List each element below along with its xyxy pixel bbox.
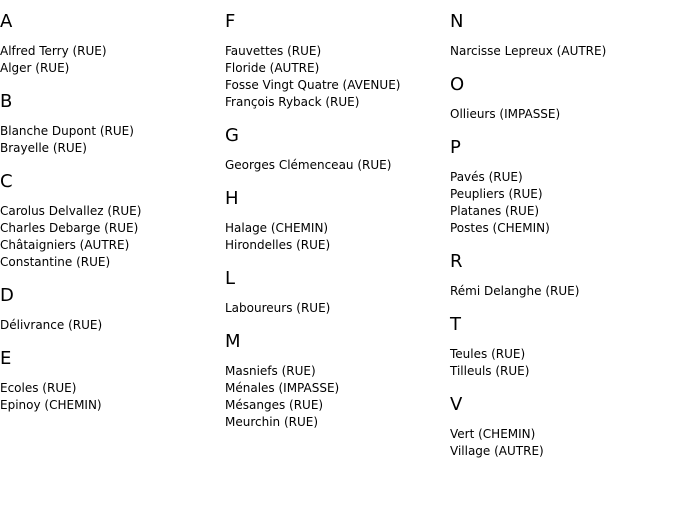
street-list xyxy=(0,43,222,77)
street-link[interactable]: Carolus Delvallez (RUE) xyxy=(0,204,142,218)
street-link[interactable]: Rémi Delanghe (RUE) xyxy=(450,284,580,298)
street-list xyxy=(225,300,447,317)
street-link[interactable]: Brayelle (RUE) xyxy=(0,141,87,155)
letter-heading: N xyxy=(450,11,464,32)
street-list xyxy=(0,203,222,271)
letter-heading: M xyxy=(225,331,241,352)
street-link[interactable]: Châtaigniers (AUTRE) xyxy=(0,238,130,252)
street-link[interactable]: Floride (AUTRE) xyxy=(225,61,320,75)
street-link[interactable]: Masniefs (RUE) xyxy=(225,364,316,378)
letter-group-h xyxy=(225,188,447,254)
street-index-column-1 xyxy=(0,11,222,428)
letter-heading: B xyxy=(0,91,13,112)
street-index-column-3 xyxy=(450,11,672,474)
street-list xyxy=(450,426,672,460)
letter-heading: G xyxy=(225,125,239,146)
street-list xyxy=(450,346,672,380)
street-link[interactable]: Délivrance (RUE) xyxy=(0,318,103,332)
street-link[interactable]: Vert (CHEMIN) xyxy=(450,427,536,441)
street-link[interactable]: Ecoles (RUE) xyxy=(0,381,77,395)
street-link[interactable]: Peupliers (RUE) xyxy=(450,187,543,201)
letter-group-c xyxy=(0,171,222,271)
street-link[interactable]: Hirondelles (RUE) xyxy=(225,238,331,252)
street-link[interactable]: Ollieurs (IMPASSE) xyxy=(450,107,561,121)
street-link[interactable]: Halage (CHEMIN) xyxy=(225,221,329,235)
letter-group-n xyxy=(450,11,672,60)
letter-group-f xyxy=(225,11,447,111)
letter-group-b xyxy=(0,91,222,157)
street-link[interactable]: Fauvettes (RUE) xyxy=(225,44,322,58)
letter-heading: V xyxy=(450,394,463,415)
street-link[interactable]: Fosse Vingt Quatre (AVENUE) xyxy=(225,78,401,92)
street-index-column-2 xyxy=(225,11,447,445)
letter-group-a xyxy=(0,11,222,77)
street-link[interactable]: Alger (RUE) xyxy=(0,61,70,75)
letter-heading: R xyxy=(450,251,463,272)
letter-heading: T xyxy=(450,314,461,335)
street-link[interactable]: Laboureurs (RUE) xyxy=(225,301,331,315)
street-list xyxy=(450,283,672,300)
street-link[interactable]: Platanes (RUE) xyxy=(450,204,540,218)
letter-group-v xyxy=(450,394,672,460)
street-link[interactable]: Georges Clémenceau (RUE) xyxy=(225,158,392,172)
street-list xyxy=(225,220,447,254)
street-list xyxy=(450,106,672,123)
letter-heading: F xyxy=(225,11,236,32)
letter-heading: O xyxy=(450,74,465,95)
street-link[interactable]: Postes (CHEMIN) xyxy=(450,221,550,235)
street-link[interactable]: Pavés (RUE) xyxy=(450,170,523,184)
street-list xyxy=(225,157,447,174)
street-list xyxy=(0,317,222,334)
street-link[interactable]: Constantine (RUE) xyxy=(0,255,111,269)
street-list xyxy=(225,43,447,111)
letter-group-d xyxy=(0,285,222,334)
street-link[interactable]: Village (AUTRE) xyxy=(450,444,544,458)
street-link[interactable]: Alfred Terry (RUE) xyxy=(0,44,107,58)
letter-heading: L xyxy=(225,268,236,289)
street-link[interactable]: Blanche Dupont (RUE) xyxy=(0,124,134,138)
street-list xyxy=(0,123,222,157)
letter-group-p xyxy=(450,137,672,237)
street-link[interactable]: Ménales (IMPASSE) xyxy=(225,381,340,395)
street-link[interactable]: Narcisse Lepreux (AUTRE) xyxy=(450,44,607,58)
street-link[interactable]: Meurchin (RUE) xyxy=(225,415,319,429)
letter-heading: E xyxy=(0,348,12,369)
street-link[interactable]: Tilleuls (RUE) xyxy=(450,364,530,378)
street-list xyxy=(0,380,222,414)
street-link[interactable]: François Ryback (RUE) xyxy=(225,95,360,109)
letter-group-t xyxy=(450,314,672,380)
letter-heading: D xyxy=(0,285,14,306)
letter-heading: C xyxy=(0,171,13,192)
street-list xyxy=(450,43,672,60)
street-list xyxy=(225,363,447,431)
letter-group-r xyxy=(450,251,672,300)
letter-group-g xyxy=(225,125,447,174)
letter-group-l xyxy=(225,268,447,317)
street-link[interactable]: Charles Debarge (RUE) xyxy=(0,221,139,235)
street-link[interactable]: Mésanges (RUE) xyxy=(225,398,324,412)
street-link[interactable]: Teules (RUE) xyxy=(450,347,526,361)
street-link[interactable]: Epinoy (CHEMIN) xyxy=(0,398,102,412)
letter-heading: A xyxy=(0,11,13,32)
letter-heading: H xyxy=(225,188,239,209)
letter-group-m xyxy=(225,331,447,431)
letter-group-o xyxy=(450,74,672,123)
letter-group-e xyxy=(0,348,222,414)
letter-heading: P xyxy=(450,137,461,158)
street-list xyxy=(450,169,672,237)
